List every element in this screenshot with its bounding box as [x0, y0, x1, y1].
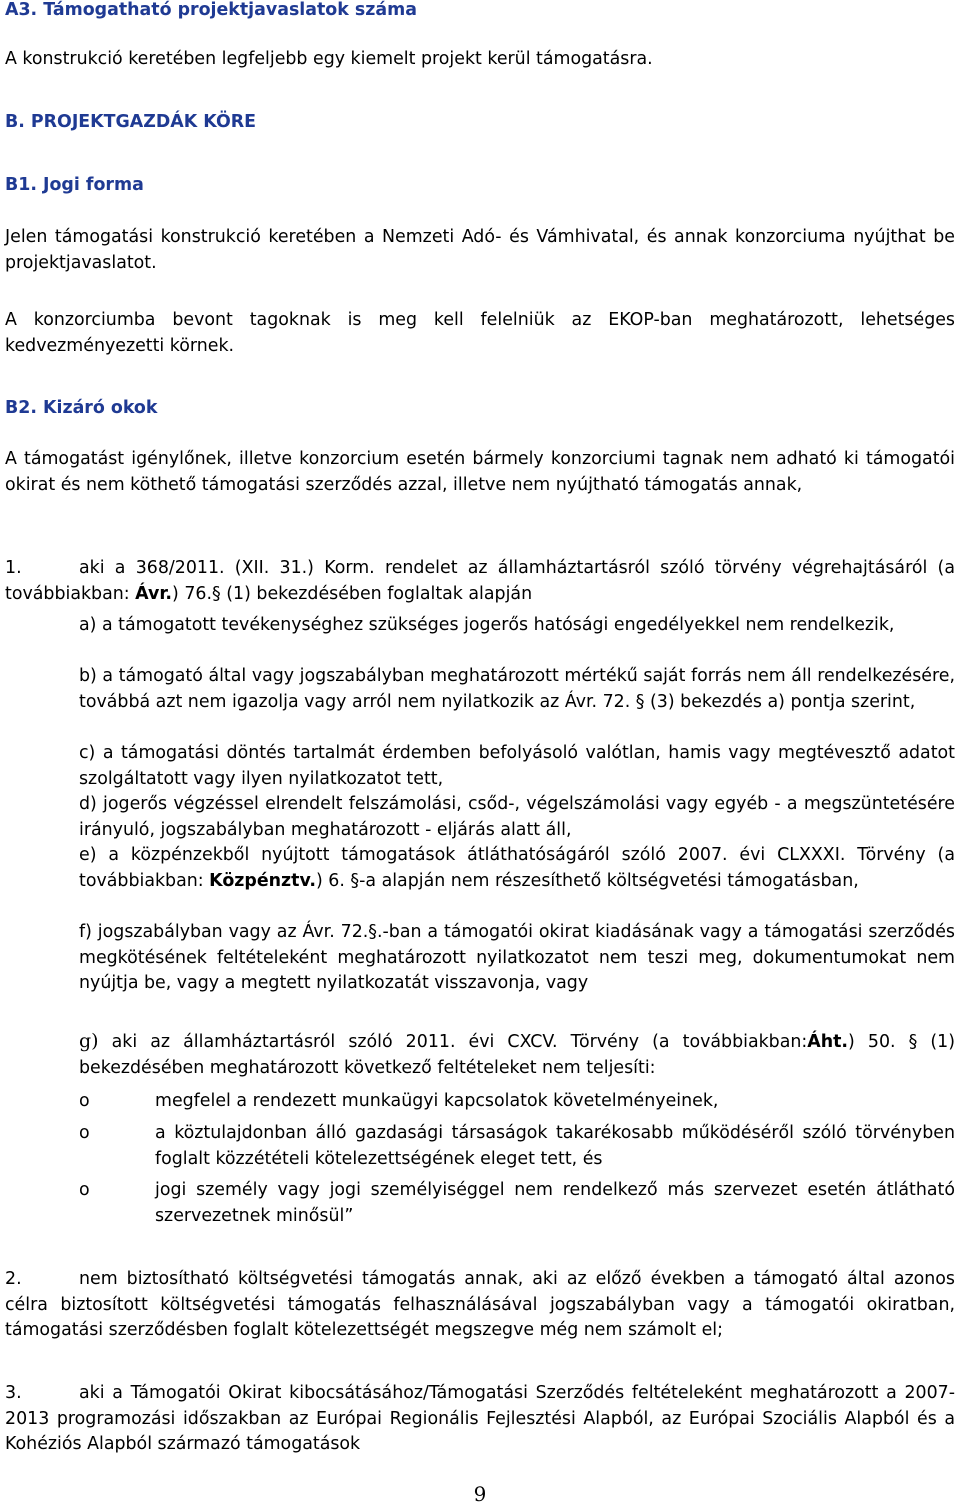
exclusion-item-2-text: nem biztosítható költségvetési támogatás annak, aki az előző években a támogató által azonos célra biztosított költségvetési támogatás felhasználásával jogszabályban vagy a támogatói okiratban, támogatási szerződésben foglalt kötelezettségét megszegve még nem számolt el;: [5, 1269, 955, 1340]
bullet-marker: o: [79, 1123, 90, 1143]
condition-g-letter: g): [79, 1030, 99, 1052]
condition-g-text-start: aki az államháztartásról szóló 2011. évi CXCV. Törvény (a továbbiakban:: [98, 1032, 808, 1052]
condition-b: b) a támogató által vagy jogszabályban meghatározott mértékű saját forrás nem áll rendelkezésére, továbbá azt nem igazolja vagy arról nem nyilatkozik az Ávr. 72. § (3) bekezdés a) pontja szerint,: [79, 666, 955, 712]
exclusion-item-3-number: 3.: [5, 1383, 22, 1403]
section-b1-paragraph-2: A konzorciumba bevont tagoknak is meg kell felelniük az EKOP-ban meghatározott, lehetséges kedvezményezetti körnek.: [5, 310, 955, 356]
sub-condition-1: [5, 1089, 955, 1115]
section-b-heading: B. PROJEKTGAZDÁK KÖRE: [5, 112, 257, 132]
condition-e: [5, 843, 955, 894]
bullet-marker: o: [79, 1180, 90, 1200]
exclusion-item-2-number: 2.: [5, 1269, 22, 1289]
section-a3-text: A konstrukció keretében legfeljebb egy kiemelt projekt kerül támogatásra.: [5, 49, 653, 69]
condition-g-text-end: ) 50. § (1) bekezdésében meghatározott következő feltételeket nem teljesíti:: [79, 1032, 956, 1078]
exclusion-item-1-text-end: ) 76.§ (1) bekezdésében foglaltak alapján: [172, 583, 533, 604]
condition-f: f) jogszabályban vagy az Ávr. 72.§.-ban a támogatói okirat kiadásának vagy a támogatási szerződés megkötésének feltételeként meghatározott nyilatkozatot nem teszi meg, dokumentumokat nem nyújtja be, vagy a megtett nyilatkozatát visszavonja, vagy: [79, 922, 955, 993]
kozpenztv-abbreviation: Közpénztv.: [209, 870, 316, 891]
condition-a: a) a támogatott tevékenységhez szükséges jogerős hatósági engedélyekkel nem rendelkezik,: [79, 615, 895, 635]
condition-g: [5, 1029, 955, 1081]
section-b2-heading: B2. Kizáró okok: [5, 398, 158, 418]
section-b1-heading: B1. Jogi forma: [5, 175, 144, 195]
condition-c: c) a támogatási döntés tartalmát érdemben befolyásoló valótlan, hamis vagy megtévesztő adatot szolgáltatott vagy ilyen nyilatkozatot tett,: [79, 743, 955, 789]
sub-condition-2-text: a köztulajdonban álló gazdasági társaságok takarékosabb működéséről szóló törvényben foglalt közzétételi kötelezettségének eleget tett, és: [155, 1123, 955, 1169]
exclusion-item-3-text: aki a Támogatói Okirat kibocsátásához/Támogatási Szerződés feltételeként meghatározott a 2007-2013 programozási időszakban az Európai Regionális Fejlesztési Alapból, az Európai Szociális Alapból és a Kohéziós Alapból származó támogatások: [5, 1383, 955, 1454]
aht-abbreviation: Áht.: [807, 1032, 849, 1052]
page-number: 9: [473, 1482, 487, 1506]
section-a3-heading: A3. Támogatható projektjavaslatok száma: [5, 0, 417, 20]
exclusion-item-2: [5, 1267, 955, 1344]
sub-condition-3-text: jogi személy vagy jogi személyiséggel nem rendelkező más szervezet esetén átlátható szervezetnek minősül”: [155, 1180, 955, 1226]
sub-condition-2: [5, 1121, 955, 1172]
sub-condition-1-text: megfelel a rendezett munkaügyi kapcsolatok követelményeinek,: [155, 1091, 719, 1111]
exclusion-item-1-number: 1.: [5, 558, 22, 578]
condition-d: d) jogerős végzéssel elrendelt felszámolási, csőd-, végelszámolási vagy egyéb - a megszüntetésére irányuló, jogszabályban meghatározott - eljárás alatt áll,: [79, 794, 955, 840]
exclusion-item-1-text-start: aki a 368/2011. (XII. 31.) Korm. rendelet az államháztartásról szóló törvény végrehajtásáról (a továbbiakban:: [5, 558, 955, 604]
bullet-marker: o: [79, 1091, 90, 1111]
section-b1-paragraph-1: Jelen támogatási konstrukció keretében a Nemzeti Adó- és Vámhivatal, és annak konzorciuma nyújthat be projektjavaslatot.: [5, 227, 955, 273]
condition-e-text-end: ) 6. §-a alapján nem részesíthető költségvetési támogatásban,: [315, 870, 859, 891]
exclusion-item-1: [5, 556, 955, 607]
section-b2-intro: A támogatást igénylőnek, illetve konzorcium esetén bármely konzorciumi tagnak nem adható ki támogatói okirat és nem köthető támogatási szerződés azzal, illetve nem nyújtható támogatás annak,: [5, 449, 955, 495]
condition-e-text-start: e) a közpénzekből nyújtott támogatások átláthatóságáról szóló 2007. évi CLXXXI. Törvény (a továbbiakban:: [79, 845, 955, 891]
sub-condition-3: [5, 1178, 955, 1229]
exclusion-item-3: [5, 1381, 955, 1458]
avr-abbreviation: Ávr.: [135, 583, 173, 604]
